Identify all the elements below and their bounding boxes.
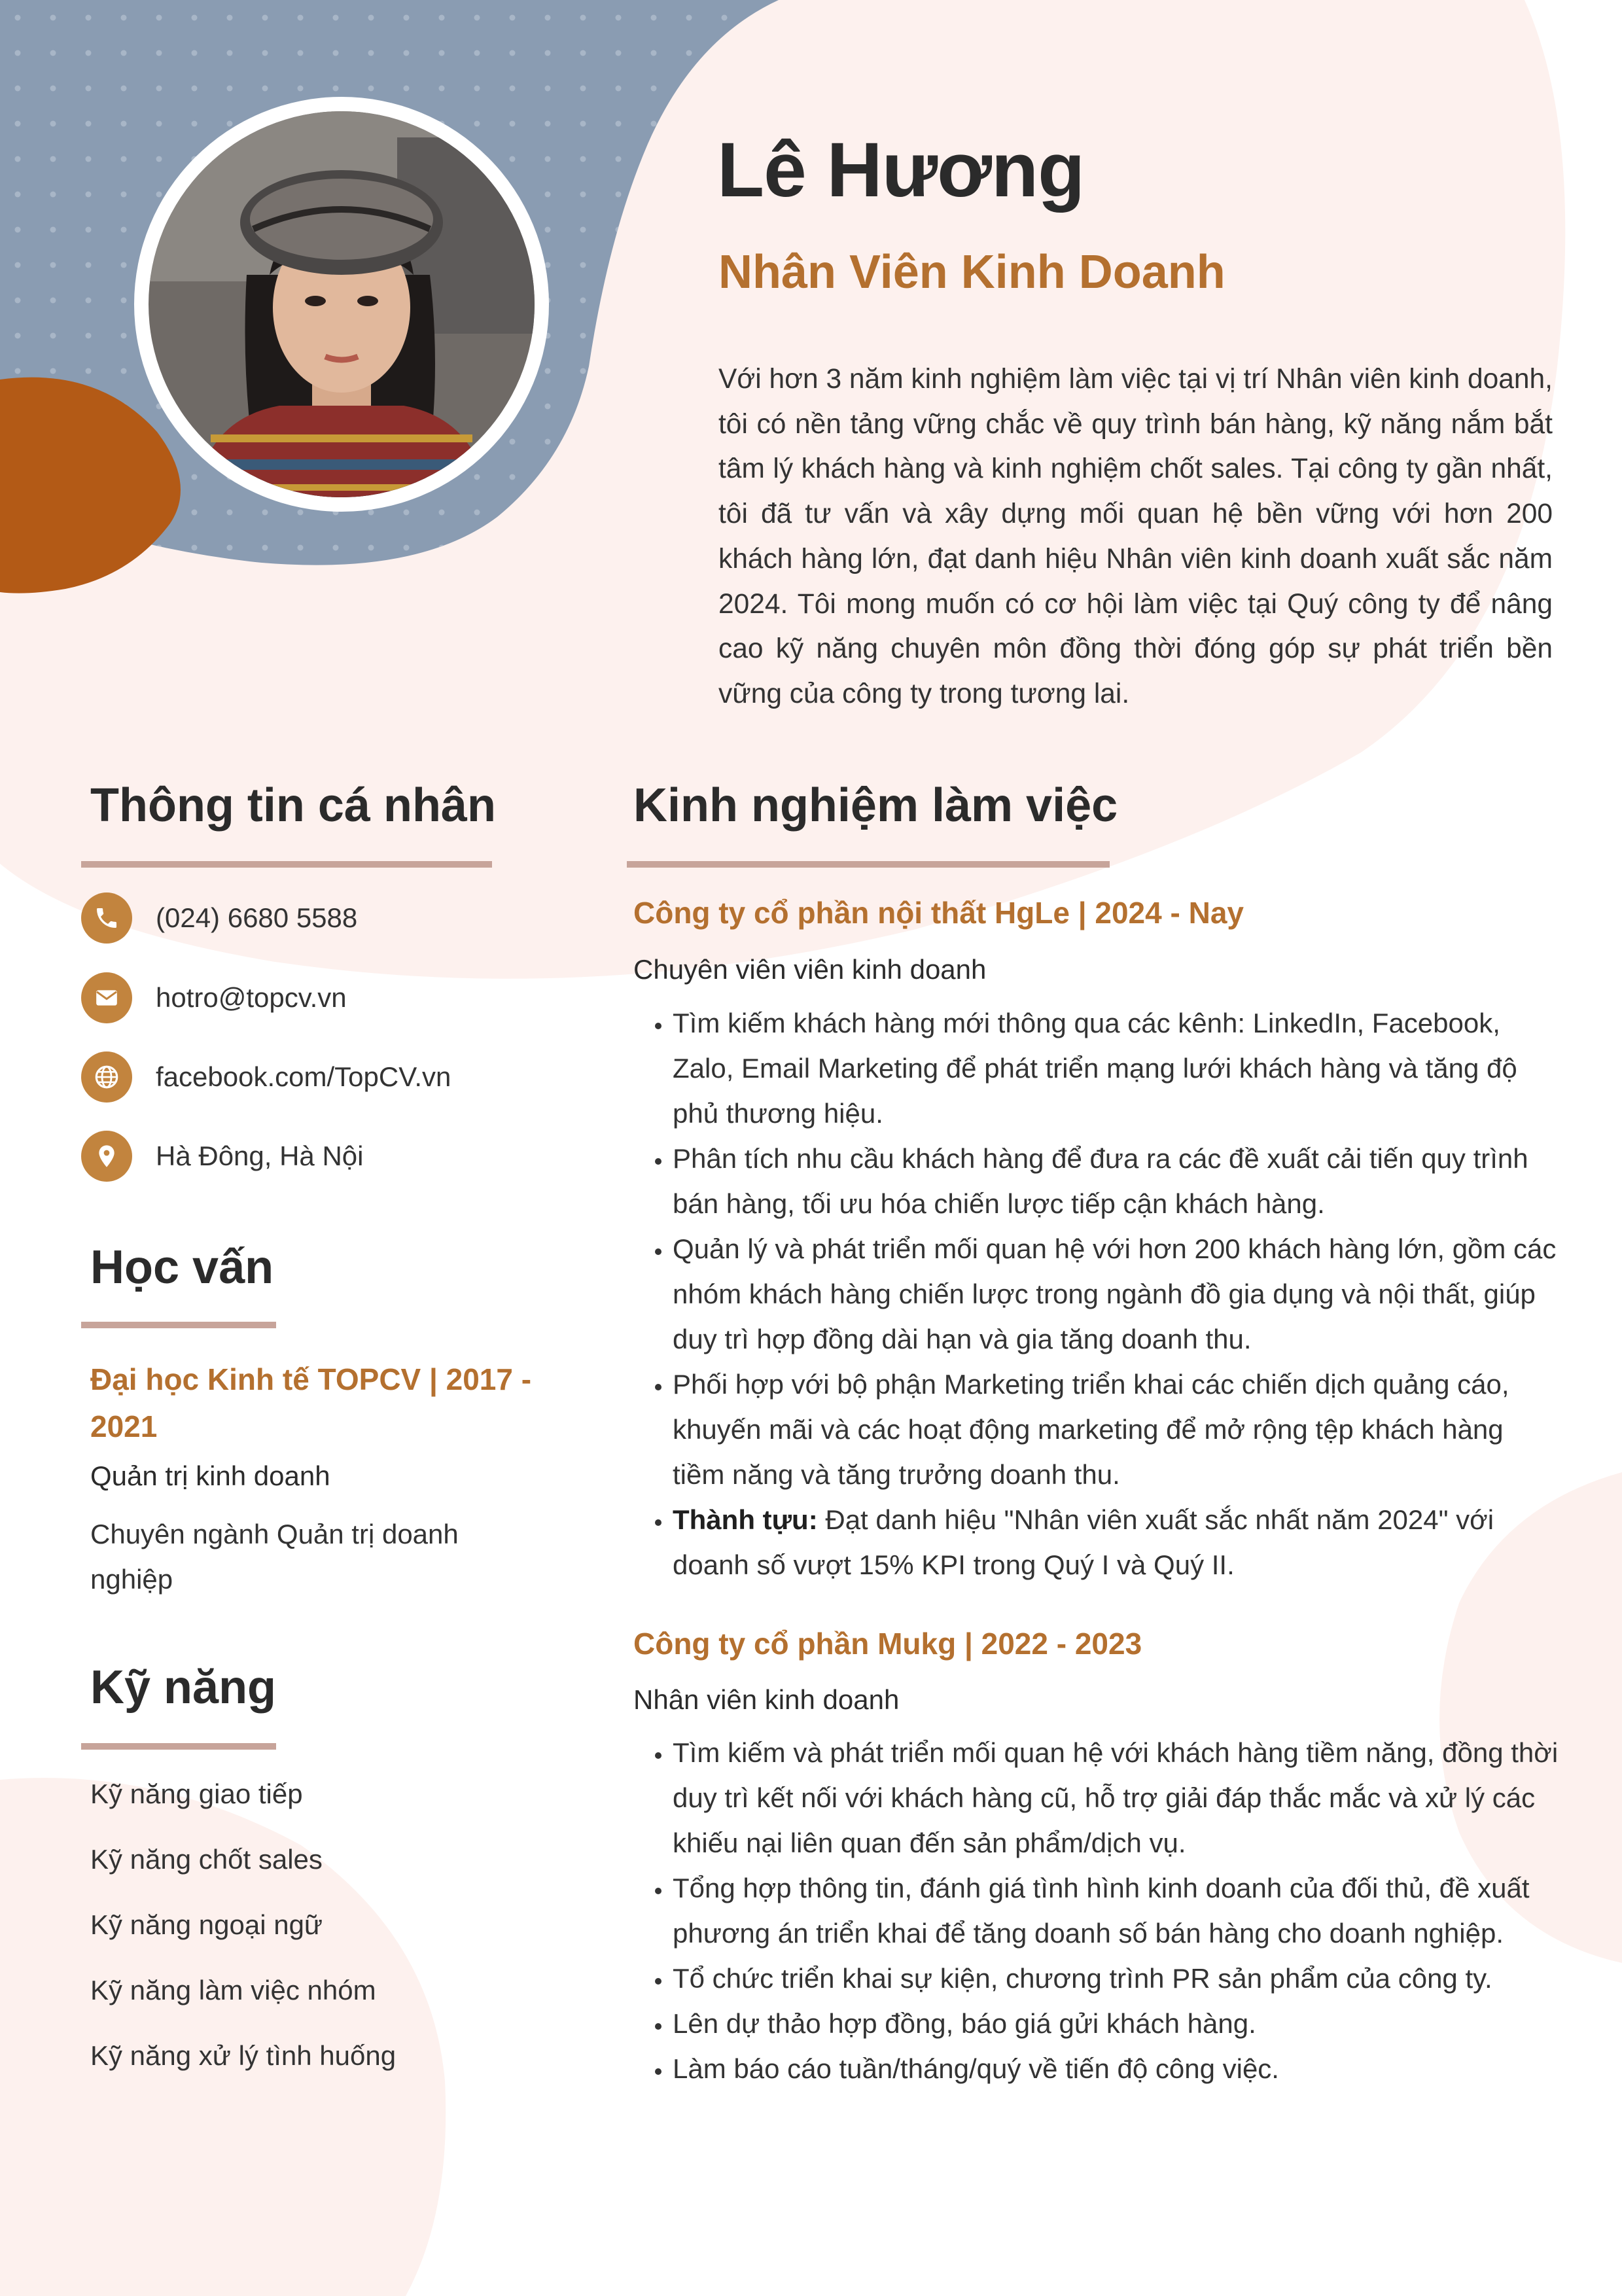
email-icon [81, 972, 132, 1023]
location-pin-icon [81, 1131, 132, 1182]
contact-phone [81, 892, 357, 944]
contact-address [81, 1131, 363, 1182]
job-role: Nhân viên kinh doanh [633, 1684, 900, 1715]
list-item: • Quản lý và phát triển mối quan hệ với hơn 200 khách hàng lớn, gồm các nhóm khách hàng chiến lược trong ngành đồ gia dụng và nội thất, giúp duy trì hợp đồng dài hạn và gia tăng doanh thu. [673, 1226, 1562, 1362]
job-heading: Công ty cổ phần nội thất HgLe | 2024 - Nay [633, 896, 1244, 930]
skills-divider [81, 1743, 276, 1750]
education-school: Đại học Kinh tế TOPCV | 2017 - 2021 [90, 1362, 532, 1443]
skill-item: Kỹ năng ngoại ngữ [90, 1909, 323, 1940]
achievement-text: Đạt danh hiệu "Nhân viên xuất sắc nhất năm 2024" với doanh số vượt 15% KPI trong Quý I và Quý II. [673, 1504, 1494, 1580]
skills-title: Kỹ năng [90, 1661, 277, 1714]
skill-item: Kỹ năng chốt sales [90, 1844, 323, 1875]
candidate-job-title: Nhân Viên Kinh Doanh [718, 246, 1225, 298]
candidate-name: Lê Hương [717, 127, 1085, 213]
avatar [149, 111, 535, 497]
list-item: • Phối hợp với bộ phận Marketing triển khai các chiến dịch quảng cáo, khuyến mãi và các hoạt động marketing để mở rộng tệp khách hàng tiềm năng và tăng trưởng doanh thu. [673, 1362, 1562, 1497]
education-divider [81, 1322, 276, 1328]
experience-title: Kinh nghiệm làm việc [633, 779, 1118, 832]
contact-email-text: hotro@topcv.vn [156, 982, 347, 1013]
contact-phone-text: (024) 6680 5588 [156, 902, 358, 933]
contact-website [81, 1051, 451, 1103]
phone-icon [81, 892, 132, 944]
list-item: • Tổ chức triển khai sự kiện, chương trình PR sản phẩm của công ty. [673, 1956, 1562, 2001]
list-item: • Làm báo cáo tuần/tháng/quý về tiến độ công việc. [673, 2046, 1562, 2091]
list-item: • Tìm kiếm khách hàng mới thông qua các kênh: LinkedIn, Facebook, Zalo, Email Marketing để phát triển mạng lưới khách hàng và tăng độ phủ thương hiệu. [673, 1000, 1562, 1136]
skill-item: Kỹ năng làm việc nhóm [90, 1975, 376, 2005]
personal-info-divider [81, 861, 492, 868]
globe-icon [81, 1051, 132, 1103]
skill-item: Kỹ năng giao tiếp [90, 1778, 303, 1809]
education-major: Quản trị kinh doanh [90, 1460, 330, 1491]
job-responsibilities [648, 1730, 1562, 2091]
job-heading: Công ty cổ phần Mukg | 2022 - 2023 [633, 1627, 1142, 1661]
job-role: Chuyên viên viên kinh doanh [633, 954, 987, 985]
skill-item: Kỹ năng xử lý tình huống [90, 2040, 397, 2071]
list-item: • Lên dự thảo hợp đồng, báo giá gửi khách hàng. [673, 2001, 1562, 2046]
list-item: • Phân tích nhu cầu khách hàng để đưa ra các đề xuất cải tiến quy trình bán hàng, tối ưu hóa chiến lược tiếp cận khách hàng. [673, 1136, 1562, 1226]
list-item-achievement [673, 1497, 1562, 1587]
career-summary: Với hơn 3 năm kinh nghiệm làm việc tại vị trí Nhân viên kinh doanh, tôi có nền tảng vững chắc về quy trình bán hàng, kỹ năng nắm bắt tâm lý khách hàng và kinh nghiệm chốt sales. Tại công ty gần nhất, tôi đã tư vấn và xây dựng mối quan hệ bền vững với hơn 200 khách hàng lớn, đạt danh hiệu Nhân viên kinh doanh xuất sắc năm 2024. Tôi mong muốn có cơ hội làm việc tại Quý công ty để nâng cao kỹ năng chuyên môn đồng thời đóng góp sự phát triển bền vững của công ty trong tương lai. [718, 364, 1553, 709]
list-item: • Tổng hợp thông tin, đánh giá tình hình kinh doanh của đối thủ, đề xuất phương án triển khai để tăng doanh số bán hàng cho doanh nghiệp. [673, 1865, 1562, 1956]
contact-website-text: facebook.com/TopCV.vn [156, 1061, 451, 1092]
education-description: Chuyên ngành Quản trị doanh nghiệp [90, 1519, 459, 1595]
personal-info-title: Thông tin cá nhân [90, 779, 496, 832]
avatar-portrait [149, 111, 535, 497]
achievement-label: Thành tựu: [673, 1504, 818, 1535]
experience-divider [627, 861, 1110, 868]
job-responsibilities [648, 1000, 1562, 1587]
list-item: • Tìm kiếm và phát triển mối quan hệ với khách hàng tiềm năng, đồng thời duy trì kết nối với khách hàng cũ, hỗ trợ giải đáp thắc mắc và xử lý các khiếu nại liên quan đến sản phẩm/dịch vụ. [673, 1730, 1562, 1865]
contact-email [81, 972, 347, 1023]
education-title: Học vấn [90, 1241, 274, 1294]
contact-address-text: Hà Đông, Hà Nội [156, 1140, 364, 1171]
